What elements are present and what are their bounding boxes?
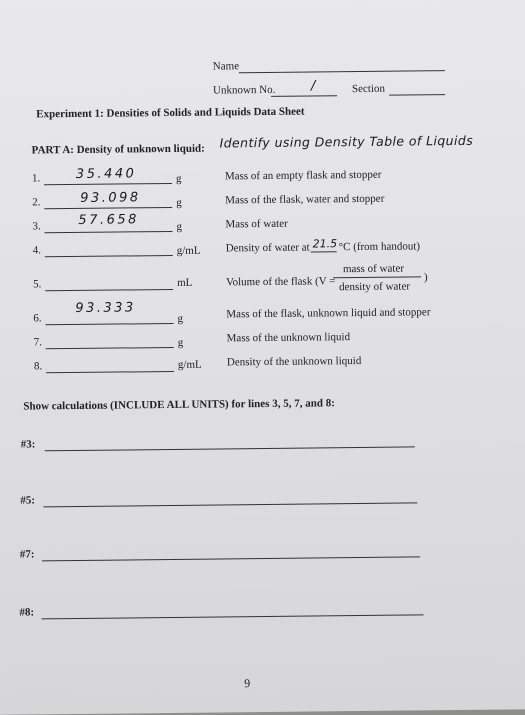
line-description-prefix: Density of water at <box>225 241 310 255</box>
line-blank[interactable] <box>44 183 172 185</box>
line-number: 4. <box>32 244 42 257</box>
line-blank[interactable] <box>45 289 173 291</box>
line-unit: g <box>177 312 183 325</box>
unknown-number-label: Unknown No. <box>212 83 276 97</box>
line-description: Mass of the unknown liquid <box>226 331 351 345</box>
calc-label-3: #3: <box>20 438 36 451</box>
line-number: 6. <box>33 312 42 325</box>
line-description: Mass of the flask, water and stopper <box>225 192 385 207</box>
show-through-text <box>46 58 49 69</box>
line-value: 35.440 <box>75 166 137 182</box>
line-number: 3. <box>32 220 41 233</box>
calc-label-8: #8: <box>19 606 35 619</box>
line-description-suffix: ) <box>423 271 428 284</box>
line-unit: g <box>177 336 184 349</box>
line-description: Mass of the flask, unknown liquid and stopper <box>226 306 431 321</box>
line-number: 5. <box>32 278 42 291</box>
unknown-number-field-line[interactable] <box>271 95 337 97</box>
water-temperature: 21.5 <box>312 237 338 251</box>
fraction-bar <box>333 276 421 278</box>
line-description-suffix: °C (from handout) <box>338 240 421 254</box>
handwritten-note: Identify using Density Table of Liquids <box>219 132 474 151</box>
line-number: 7. <box>33 336 42 349</box>
line-unit: g/mL <box>176 244 201 257</box>
line-value: 57.658 <box>78 212 139 228</box>
section-label: Section <box>351 82 386 96</box>
unknown-number-slash: / <box>310 78 316 94</box>
line-unit: mL <box>176 276 193 289</box>
calc-line-7[interactable] <box>42 556 420 561</box>
line-unit: g <box>175 172 182 185</box>
line-blank[interactable] <box>46 371 174 373</box>
name-label: Name <box>212 60 240 73</box>
line-unit: g <box>176 220 183 233</box>
fraction-numerator: mass of water <box>342 262 405 276</box>
line-description-prefix: Volume of the flask (V = <box>225 275 336 289</box>
calc-line-3[interactable] <box>45 446 415 451</box>
line-description: Mass of an empty flask and stopper <box>224 168 382 183</box>
calculations-heading: Show calculations (INCLUDE ALL UNITS) for lines 3, 5, 7, and 8: <box>23 397 335 413</box>
section-field-line[interactable] <box>389 94 445 96</box>
temperature-blank[interactable] <box>311 251 337 252</box>
line-blank[interactable] <box>46 347 174 349</box>
part-a-label: PART A: Density of unknown liquid: <box>31 142 205 157</box>
fraction-denominator: density of water <box>339 280 411 294</box>
line-number: 1. <box>31 172 41 185</box>
line-value: 93.333 <box>75 300 136 316</box>
line-blank[interactable] <box>45 255 173 257</box>
line-blank[interactable] <box>45 231 173 233</box>
calc-line-8[interactable] <box>42 614 424 619</box>
page-number: 9 <box>244 676 251 691</box>
line-number: 2. <box>32 196 41 209</box>
name-field-line[interactable] <box>239 70 445 73</box>
calc-line-5[interactable] <box>43 502 417 507</box>
line-description: Density of the unknown liquid <box>226 354 362 369</box>
line-value: 93.098 <box>80 190 141 206</box>
line-blank[interactable] <box>44 207 172 209</box>
line-blank[interactable] <box>45 323 173 325</box>
line-unit: g/mL <box>177 358 202 371</box>
calc-label-5: #5: <box>20 494 36 507</box>
line-number: 8. <box>33 360 43 373</box>
calc-label-7: #7: <box>19 548 35 561</box>
page-title: Experiment 1: Densities of Solids and Liquids Data Sheet <box>36 105 305 121</box>
line-unit: g <box>176 196 182 209</box>
line-description: Mass of water <box>225 217 288 231</box>
